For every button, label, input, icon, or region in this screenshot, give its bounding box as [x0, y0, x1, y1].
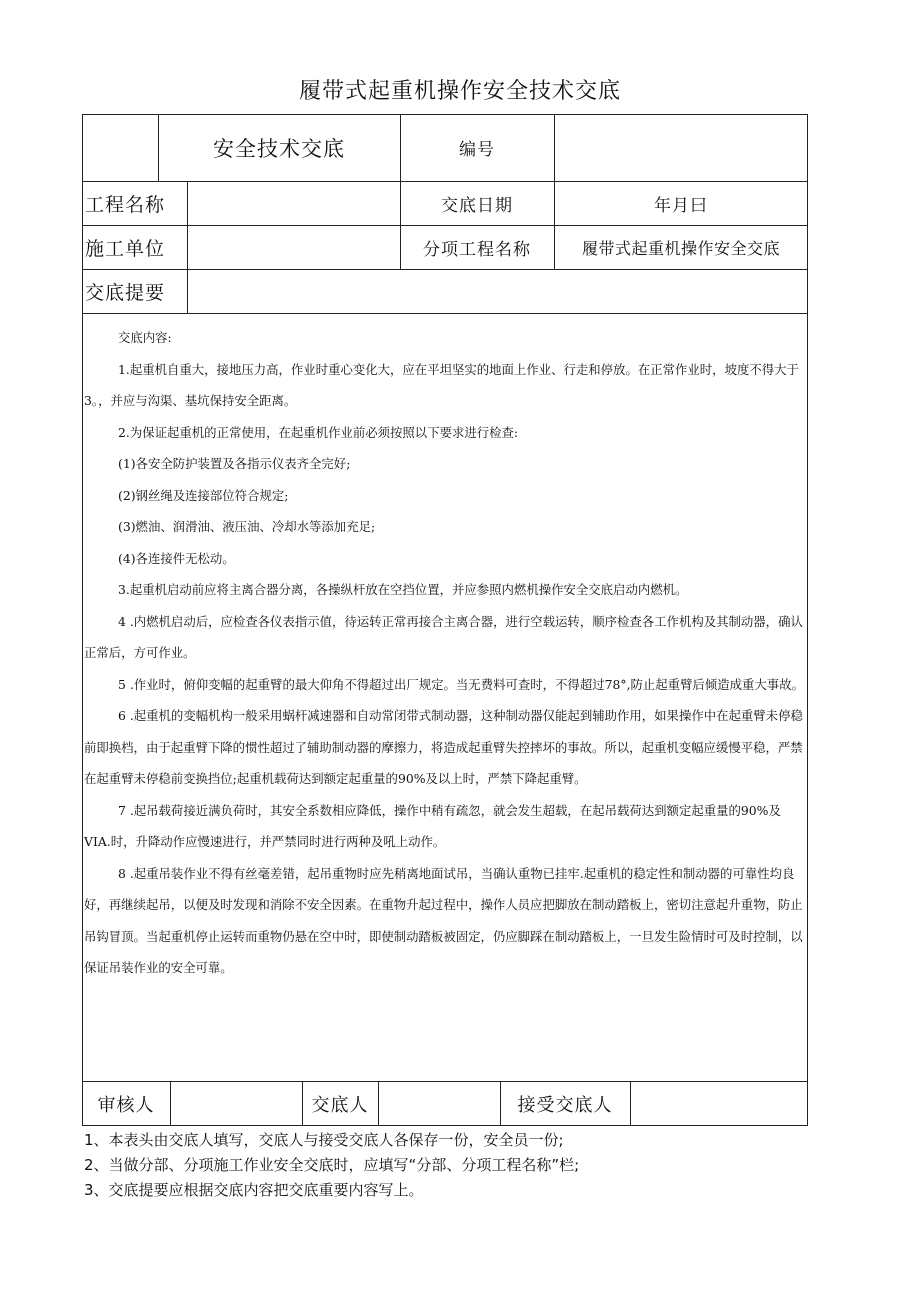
- subproject-name-field[interactable]: 履带式起重机操作安全交底: [581, 238, 780, 258]
- date-label: 交底日期: [441, 195, 513, 216]
- content-paragraph: (3)燃油、润滑油、液压油、冷却水等添加充足;: [118, 519, 376, 534]
- number-label: 编号: [459, 140, 495, 160]
- form-notes: [84, 1128, 824, 1203]
- note-item: 2、当做分部、分项施工作业安全交底时，应填写“分部、分项工程名称”栏;: [84, 1156, 580, 1174]
- construction-unit-label: 施工单位: [85, 237, 166, 260]
- discloser-label: 交底人: [311, 1094, 369, 1116]
- content-paragraph: 8 .起重吊装作业不得有丝毫差错，起吊重物时应先稍离地面试吊，当确认重物已挂牢.起重机的稳定性和制动器的可靠性均良好，再继续起吊，以便及时发现和消除不安全因素。在重物升起过程中，操作人员应把脚放在制动踏板上，密切注意起升重物，防止吊钩冒顶。当起重机停止运转而重物仍悬在空中时，即使制动踏板被固定，仍应脚踩在制动踏板上，一旦发生险情时可及时控制，以保证吊装作业的安全可靠。: [84, 865, 803, 975]
- construction-unit-field[interactable]: [187, 225, 400, 269]
- content-paragraph: (2)钢丝绳及连接部位符合规定;: [118, 487, 289, 503]
- summary-label: 交底提要: [85, 281, 166, 304]
- project-name-label: 工程名称: [85, 193, 166, 216]
- content-paragraph: 1.起重机自重大，接地压力高，作业时重心变化大，应在平坦坚实的地面上作业、行走和停放。在正常作业时，坡度不得大于3。，并应与沟渠、基坑保持安全距离。: [84, 361, 799, 408]
- reviewer-field[interactable]: [170, 1081, 302, 1126]
- content-paragraph: 4 .内燃机启动后，应检查各仪表指示值，待运转正常再接合主离合器，进行空载运转，顺序检查各工作机构及其制动器，确认正常后，方可作业。: [84, 613, 803, 660]
- subproject-name-label: 分项工程名称: [423, 239, 531, 260]
- receiver-field[interactable]: [630, 1081, 807, 1126]
- content-paragraph: 5 .作业时，俯仰变幅的起重臂的最大仰角不得超过出厂规定。当无费料可查时，不得超过78°,防止起重臂后倾造成重大事故。: [118, 676, 804, 692]
- content-paragraph: 6 .起重机的变幅机构一般采用蜗杆减速器和自动常闭带式制动器，这种制动器仅能起到辅助作用，如果操作中在起重臂未停稳前即换档，由于起重臂下降的惯性超过了辅助制动器的摩擦力，将造成起重臂失控摔坏的事故。所以，起重机变幅应缓慢平稳，严禁在起重臂未停稳前变换挡位;起重机载荷达到额定起重量的90%及以上时，严禁下降起重臂。: [84, 708, 803, 786]
- content-paragraph: 7 .起吊载荷接近满负荷时，其安全系数相应降低，操作中稍有疏忽，就会发生超载，在起吊载荷达到额定起重量的90%及VIA.时，升降动作应慢速进行，并严禁同时进行两种及吼上动作。: [84, 802, 781, 849]
- content-paragraph: 3.起重机启动前应将主离合器分离，各操纵杆放在空挡位置，并应参照内燃机操作安全交底启动内燃机。: [118, 582, 688, 597]
- form-main-label: 安全技术交底: [213, 136, 345, 161]
- disclosure-content: [84, 322, 804, 984]
- date-field[interactable]: 年月曰: [654, 195, 708, 216]
- number-field[interactable]: [554, 114, 808, 181]
- note-item: 1、本表头由交底人填写，交底人与接受交底人各保存一份，安全员一份;: [84, 1131, 564, 1149]
- note-item: 3、交底提要应根据交底内容把交底重要内容写上。: [84, 1181, 424, 1199]
- summary-field[interactable]: [187, 269, 807, 313]
- content-intro: 交底内容:: [118, 330, 172, 345]
- content-paragraph: (1)各安全防护装置及各指示仪表齐全完好;: [118, 456, 351, 471]
- discloser-field[interactable]: [378, 1081, 500, 1126]
- document-title: 履带式起重机操作安全技术交底: [298, 79, 621, 104]
- content-paragraph: 2.为保证起重机的正常使用，在起重机作业前必须按照以下要求进行检查:: [118, 424, 519, 440]
- row-divider: [82, 313, 808, 314]
- project-name-field[interactable]: [187, 181, 400, 225]
- reviewer-label: 审核人: [97, 1094, 155, 1116]
- receiver-label: 接受交底人: [517, 1094, 613, 1116]
- content-paragraph: (4)各连接件无松动。: [118, 550, 235, 566]
